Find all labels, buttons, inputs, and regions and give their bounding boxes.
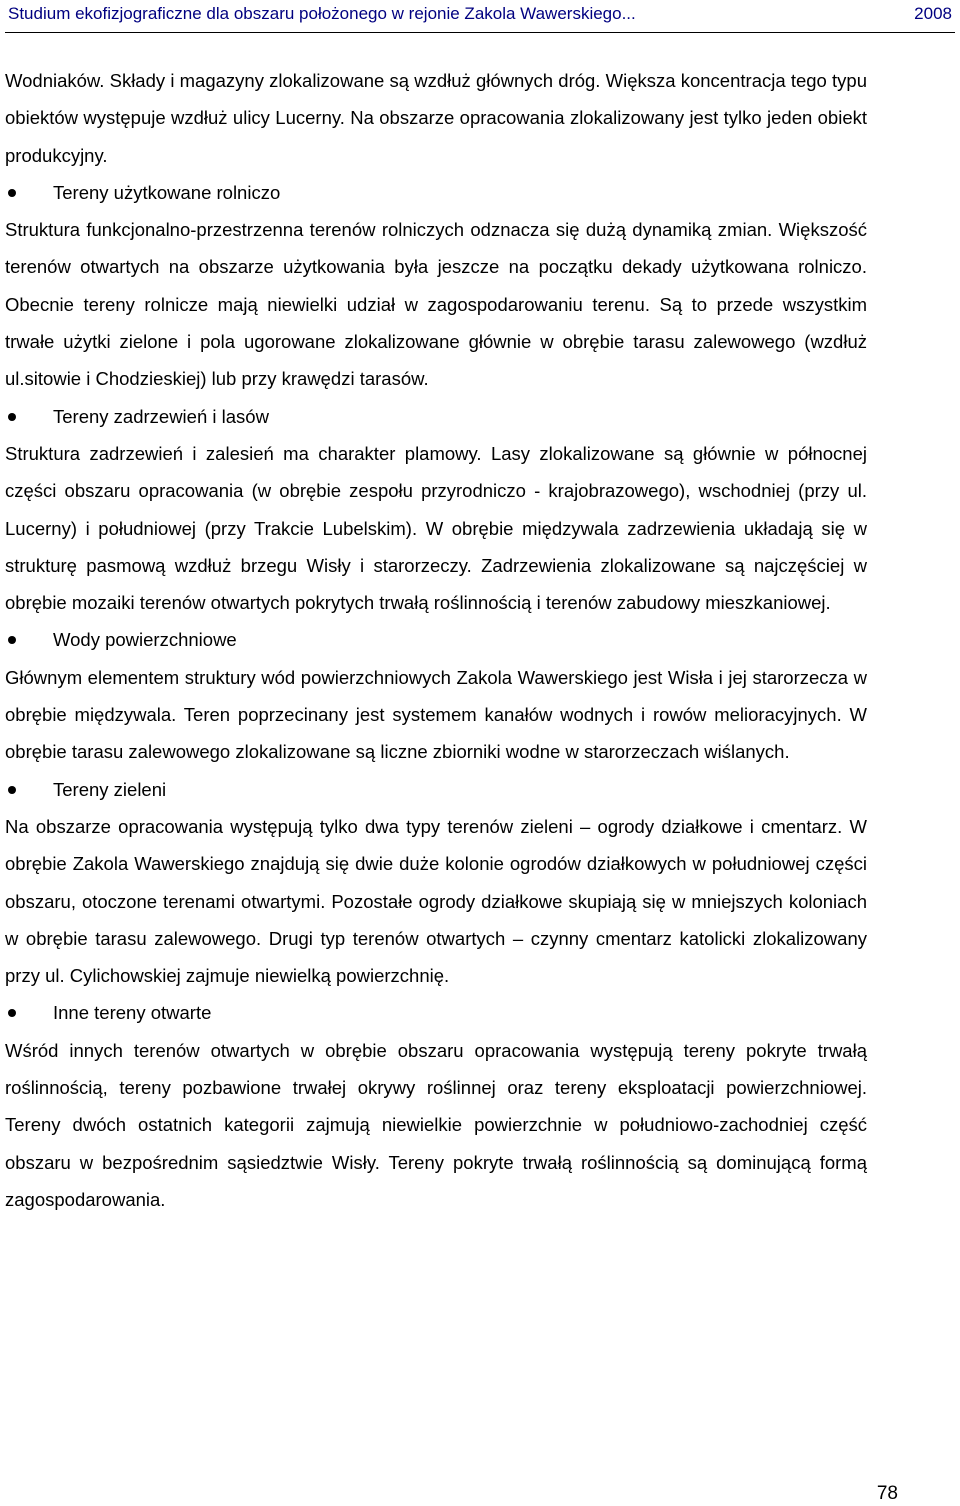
section-heading-woodland — [5, 398, 867, 435]
section-paragraph-agricultural: Struktura funkcjonalno-przestrzenna terenów rolniczych odznacza się dużą dynamiką zmian. Większość terenów otwartych na obszarze użytkowania była jeszcze na początku dekady użytkowana rolniczo. Obecnie tereny rolnicze mają niewielki udział w zagospodarowaniu terenu. Są to przede wszystkim trwałe użytki zielone i pola ugorowane zlokalizowane głównie w obrębie tarasu zalewowego (wzdłuż ul.sitowie i Chodzieskiej) lub przy krawędzi tarasów. — [5, 219, 867, 390]
bullet-icon — [8, 786, 16, 794]
section-heading-other-open-areas — [5, 994, 867, 1031]
section-heading-agricultural — [5, 174, 867, 211]
section-heading-green-areas — [5, 771, 867, 808]
section-paragraph-surface-water: Głównym elementem struktury wód powierzchniowych Zakola Wawerskiego jest Wisła i jej starorzecza w obrębie międzywala. Teren poprzecinany jest systemem kanałów wodnych i rowów melioracyjnych. W obrębie tarasu zalewowego zlokalizowane są liczne zbiorniki wodne w starorzeczach wiślanych. — [5, 666, 867, 763]
bullet-icon — [8, 1009, 16, 1017]
section-paragraph-other-open-areas: Wśród innych terenów otwartych w obrębie obszaru opracowania występują tereny pokryte trwałą roślinnością, tereny pozbawione trwałej okrywy roślinnej oraz tereny eksploatacji powierzchniowej. Tereny dwóch ostatnich kategorii zajmują niewielkie powierzchnie w południowo-zachodniej część obszaru w bezpośrednim sąsiedztwie Wisły. Tereny pokryte trwałą roślinnością są dominującą formą zagospodarowania. — [5, 1039, 867, 1210]
section-heading-surface-water — [5, 621, 867, 658]
section-heading-text: Inne tereny otwarte — [53, 1002, 212, 1024]
bullet-icon — [8, 189, 16, 197]
bullet-icon — [8, 413, 16, 421]
intro-paragraph: Wodniaków. Składy i magazyny zlokalizowane są wzdłuż głównych dróg. Większa koncentracja tego typu obiektów występuje wzdłuż ulicy Lucerny. Na obszarze opracowania zlokalizowany jest tylko jeden obiekt produkcyjny. — [5, 70, 867, 166]
page-number: 78 — [876, 1483, 898, 1504]
section-heading-text: Tereny użytkowane rolniczo — [53, 181, 281, 203]
header-title: Studium ekofizjograficzne dla obszaru położonego w rejonie Zakola Wawerskiego... — [8, 4, 636, 23]
page-header — [5, 0, 955, 33]
section-paragraph-woodland: Struktura zadrzewień i zalesień ma charakter plamowy. Lasy zlokalizowane są głównie w północnej części obszaru opracowania (w obrębie zespołu przyrodniczo - krajobrazowego), wschodniej (przy ul. Lucerny) i południowej (przy Trakcie Lubelskim). W obrębie międzywala zadrzewienia układają się w strukturę pasmową wzdłuż brzegu Wisły i starorzeczy. Zadrzewienia zlokalizowane są najczęściej w obrębie mozaiki terenów otwartych pokrytych trwałą roślinnością i terenów zabudowy mieszkaniowej. — [5, 442, 867, 614]
section-heading-text: Tereny zadrzewień i lasów — [53, 405, 269, 427]
section-heading-text: Tereny zieleni — [53, 778, 167, 800]
bullet-icon — [8, 636, 16, 644]
section-paragraph-green-areas: Na obszarze opracowania występują tylko dwa typy terenów zieleni – ogrody działkowe i cmentarz. W obrębie Zakola Wawerskiego znajdują się dwie duże kolonie ogrodów działkowych w południowej części obszaru, otoczone terenami otwartymi. Pozostałe ogrody działkowe skupiają się w mniejszych koloniach w obrębie tarasu zalewowego. Drugi typ terenów otwartych – czynny cmentarz katolicki zlokalizowany przy ul. Cylichowskiej zajmuje niewielką powierzchnię. — [5, 815, 867, 987]
document-body — [5, 62, 867, 1218]
section-heading-text: Wody powierzchniowe — [53, 629, 237, 651]
header-year: 2008 — [914, 4, 952, 23]
